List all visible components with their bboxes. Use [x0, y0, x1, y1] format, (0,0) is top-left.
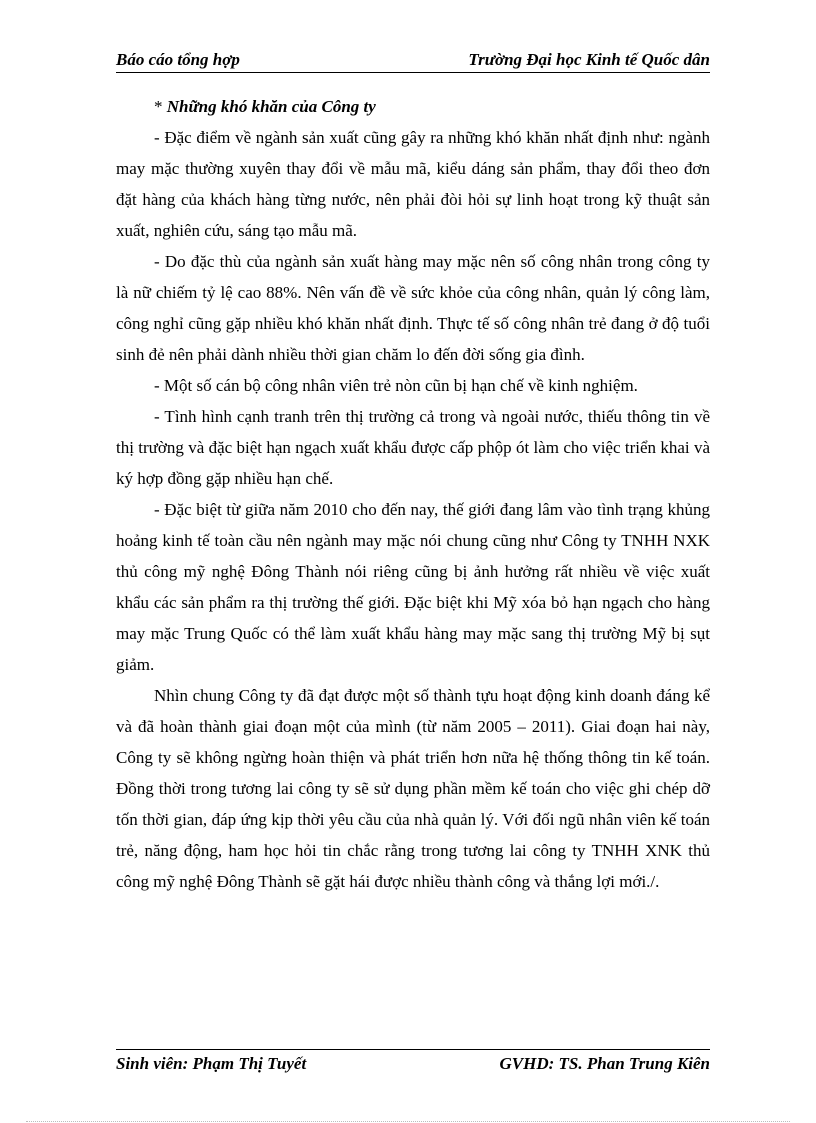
header-university-name: Trường Đại học Kinh tế Quốc dân: [468, 50, 710, 69]
paragraph-3: - Một số cán bộ công nhân viên trẻ nòn cũn bị hạn chế về kinh nghiệm.: [154, 376, 638, 395]
page-border-line: [26, 1121, 790, 1122]
section-heading: [116, 91, 710, 122]
footer-student-name: Sinh viên: Phạm Thị Tuyết: [116, 1054, 307, 1073]
heading-bullet: *: [154, 97, 163, 116]
section-heading-text: Những khó khăn của Công ty: [166, 97, 376, 116]
paragraph-2: - Do đặc thù của ngành sản xuất hàng may mặc nên số công nhân trong công ty là nữ chiếm tỷ lệ cao 88%. Nên vấn đề về sức khỏe của công nhân, quản lý công làm, công nghỉ cũng gặp nhiều khó khăn nhất định. Thực tế số công nhân trẻ đang ở độ tuổi sinh đẻ nên phải dành nhiều thời gian chăm lo đến đời sống gia đình.: [116, 252, 710, 364]
footer-supervisor-name: GVHD: TS. Phan Trung Kiên: [499, 1054, 710, 1073]
page-header: [116, 48, 710, 73]
page-footer: [116, 1049, 710, 1076]
paragraph-1: - Đặc điểm về ngành sản xuất cũng gây ra những khó khăn nhất định như: ngành may mặc thường xuyên thay đổi về mẫu mã, kiểu dáng sản phẩm, thay đổi theo đơn đặt hàng của khách hàng từng nước, nên phải đòi hỏi sự linh hoạt trong kỹ thuật sản xuất, nghiên cứu, sáng tạo mẫu mã.: [116, 128, 710, 240]
paragraph-5: - Đặc biệt từ giữa năm 2010 cho đến nay, thế giới đang lâm vào tình trạng khủng hoảng kinh tế toàn cầu nên ngành may mặc nói chung cũng như Công ty TNHH NXK thủ công mỹ nghệ Đông Thành nói riêng cũng bị ảnh hưởng rất nhiều về việc xuất khẩu các sản phẩm ra thị trường thế giới. Đặc biệt khi Mỹ xóa bỏ hạn ngạch cho hàng may mặc Trung Quốc có thể làm xuất khẩu hàng may mặc sang thị trường Mỹ bị sụt giảm.: [116, 500, 710, 674]
paragraph-6: Nhìn chung Công ty đã đạt được một số thành tựu hoạt động kinh doanh đáng kể và đã hoàn thành giai đoạn một của mình (từ năm 2005 – 2011). Giai đoạn hai này, Công ty sẽ không ngừng hoàn thiện và phát triển hơn nữa hệ thống thông tin kế toán. Đồng thời trong tương lai công ty sẽ sử dụng phần mềm kế toán cho việc ghi chép dỡ tốn thời gian, đáp ứng kịp thời yêu cầu của nhà quản lý. Với đối ngũ nhân viên kế toán trẻ, năng động, ham học hỏi tin chắc rằng trong tương lai công ty TNHH XNK thủ công mỹ nghệ Đông Thành sẽ gặt hái được nhiều thành công và thắng lợi mới./.: [116, 686, 710, 891]
document-body: [116, 91, 710, 897]
paragraph-4: - Tình hình cạnh tranh trên thị trường cả trong và ngoài nước, thiếu thông tin về thị trường và đặc biệt hạn ngạch xuất khẩu được cấp phộp ót làm cho việc triển khai và ký hợp đồng gặp nhiều hạn chế.: [116, 407, 710, 488]
header-report-title: Báo cáo tổng hợp: [116, 50, 240, 69]
